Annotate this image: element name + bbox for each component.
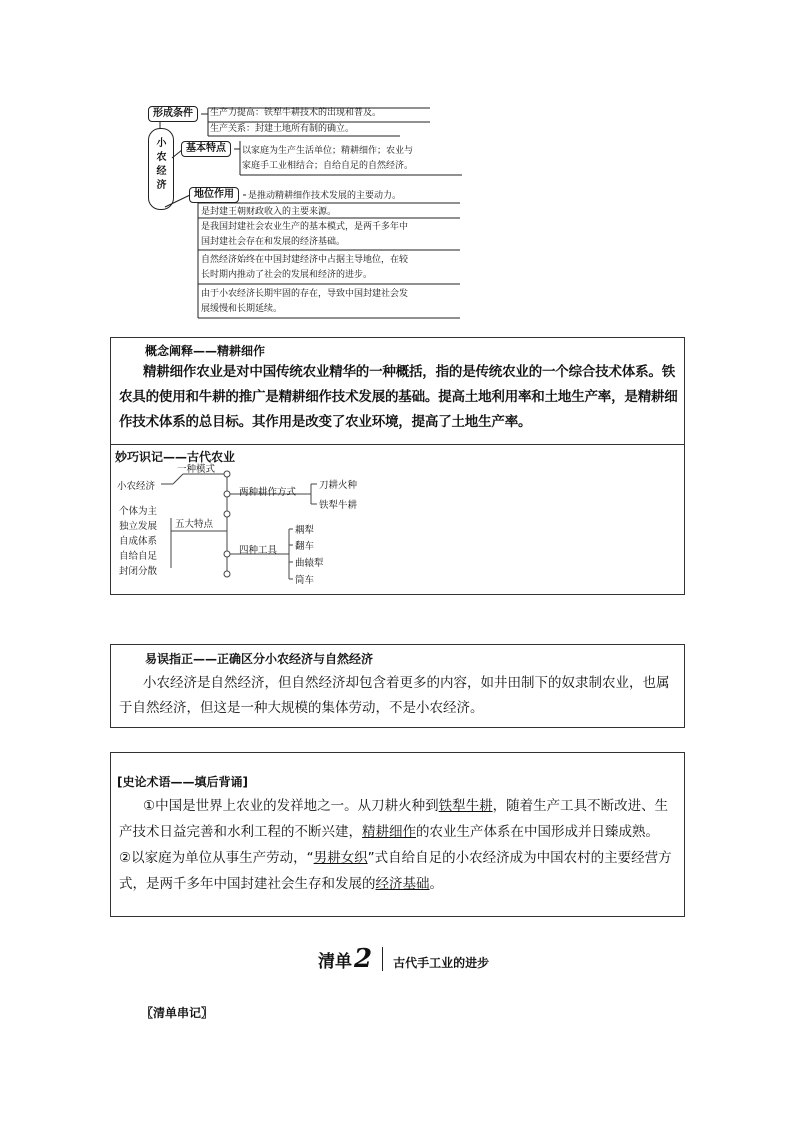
memory-tool-item: 耦犁: [295, 525, 315, 536]
mindmap-formation-item: 生产力提高：铁犁牛耕技术的出现和普及。: [210, 108, 382, 118]
terms-p1-blank: 精耕细作: [362, 824, 416, 840]
section-divider: [382, 947, 383, 971]
concept-body: 精耕细作农业是对中国传统农业精华的一种概括，指的是传统农业的一个综合技术体系。铁农具的使用和牛耕的推广是精耕细作技术发展的基础。提高土地利用率和土地生产率，是精耕细作技术体系的总目标。其作用是改变了农业环境，提高了土地生产率。: [119, 364, 678, 430]
mindmap-status-item: 展缓慢和长期延续。: [201, 304, 283, 314]
terms-p2-blank: 经济基础: [375, 876, 430, 892]
memory-farming: 两种耕作方式: [239, 487, 297, 498]
memory-five-item: 个体为主: [119, 506, 158, 517]
terms-p1-text: 的农业生产体系在中国形成并日臻成熟。: [416, 824, 659, 840]
mindmap-formation-item: 生产关系：封建土地所有制的确立。: [210, 124, 355, 134]
memory-farming-item: 铁犁牛耕: [319, 500, 358, 511]
memory-tool-item: 翻车: [295, 541, 315, 552]
section-prefix: 清单: [318, 952, 352, 972]
section-title: 古代手工业的进步: [393, 956, 490, 970]
mindmap-status-item: 长时期内推动了社会的发展和经济的进步。: [201, 270, 373, 280]
terms-p2-text: ②以家庭为单位从事生产劳动，“: [119, 850, 314, 866]
terms-title: [史论术语——填后背诵]: [117, 775, 248, 789]
section-number: 2: [354, 944, 373, 974]
mindmap-features-line: 以家庭为生产生活单位；精耕细作；农业与: [242, 146, 414, 156]
panel-divider: [111, 444, 684, 445]
memory-title: 妙巧识记——古代农业: [115, 450, 236, 464]
memory-tool-item: 筒车: [295, 575, 315, 586]
terms-p2-text: 。: [429, 876, 443, 892]
terms-p1-blank: 铁犁牛耕: [438, 798, 493, 814]
mindmap-status-item: 国封建社会存在和发展的经济基础。: [201, 237, 346, 247]
error-title: 易误指正——正确区分小农经济与自然经济: [145, 652, 374, 666]
memory-five-item: 自给自足: [119, 551, 158, 562]
memory-five-item: 自成体系: [119, 536, 158, 547]
terms-p1-text: ①中国是世界上农业的发祥地之一。从刀耕火种到: [143, 798, 439, 814]
memory-tools: 四种工具: [239, 545, 278, 556]
terms-p2-text: ”式自给自足的小农经济成为中国农村的主要经营方式，是两千多年中国封建社会生存和发展的: [119, 850, 672, 892]
terms-p2-blank: 男耕女织: [313, 850, 368, 866]
concept-title: 概念阐释——精耕细作: [145, 344, 266, 358]
memory-farming-item: 刀耕火种: [319, 480, 358, 491]
memory-mode: 一种模式: [177, 464, 216, 475]
section-subtitle: 〖清单串记〗: [141, 1006, 214, 1020]
section-header: [318, 944, 489, 974]
error-panel: [110, 644, 685, 728]
terms-paragraph-1: [119, 793, 681, 845]
concept-memory-panel: [110, 337, 685, 595]
mindmap-features-label: 基本特点: [181, 141, 231, 157]
error-body: 小农经济是自然经济，但自然经济却包含着更多的内容，如井田制下的奴隶制农业，也属于自然经济，但这是一种大规模的集体劳动，不是小农经济。: [119, 675, 670, 716]
mindmap-status-item: 自然经济始终在中国封建经济中占据主导地位，在较: [201, 255, 409, 265]
mindmap-formation-label: 形成条件: [148, 106, 198, 122]
mindmap-status-item: 是我国封建社会农业生产的基本模式，是两千多年中: [201, 222, 409, 232]
terms-panel: [110, 752, 685, 917]
memory-five-item: 封闭分散: [119, 566, 158, 577]
memory-tool-item: 曲辕犁: [295, 558, 324, 569]
mindmap-status-item: 是推动精耕细作技术发展的主要动力。: [248, 191, 402, 201]
memory-five-item: 独立发展: [119, 521, 158, 532]
memory-five: 五大特点: [175, 519, 214, 530]
mindmap-status-item: 是封建王朝财政收入的主要来源。: [201, 207, 337, 217]
mindmap-features-line: 家庭手工业相结合；自给自足的自然经济。: [242, 161, 414, 171]
mindmap-status-label: 地位作用: [189, 187, 239, 203]
terms-p1-text: ，随着生产工具不断改进、生产技术日益完善和水利工程的不断兴建，: [119, 798, 669, 840]
memory-root: 小农经济: [117, 481, 156, 492]
mindmap-status-item: 由于小农经济长期牢固的存在，导致中国封建社会发: [201, 289, 409, 299]
mindmap-center-text: 小农经济: [154, 137, 165, 193]
terms-paragraph-2: [119, 845, 681, 897]
